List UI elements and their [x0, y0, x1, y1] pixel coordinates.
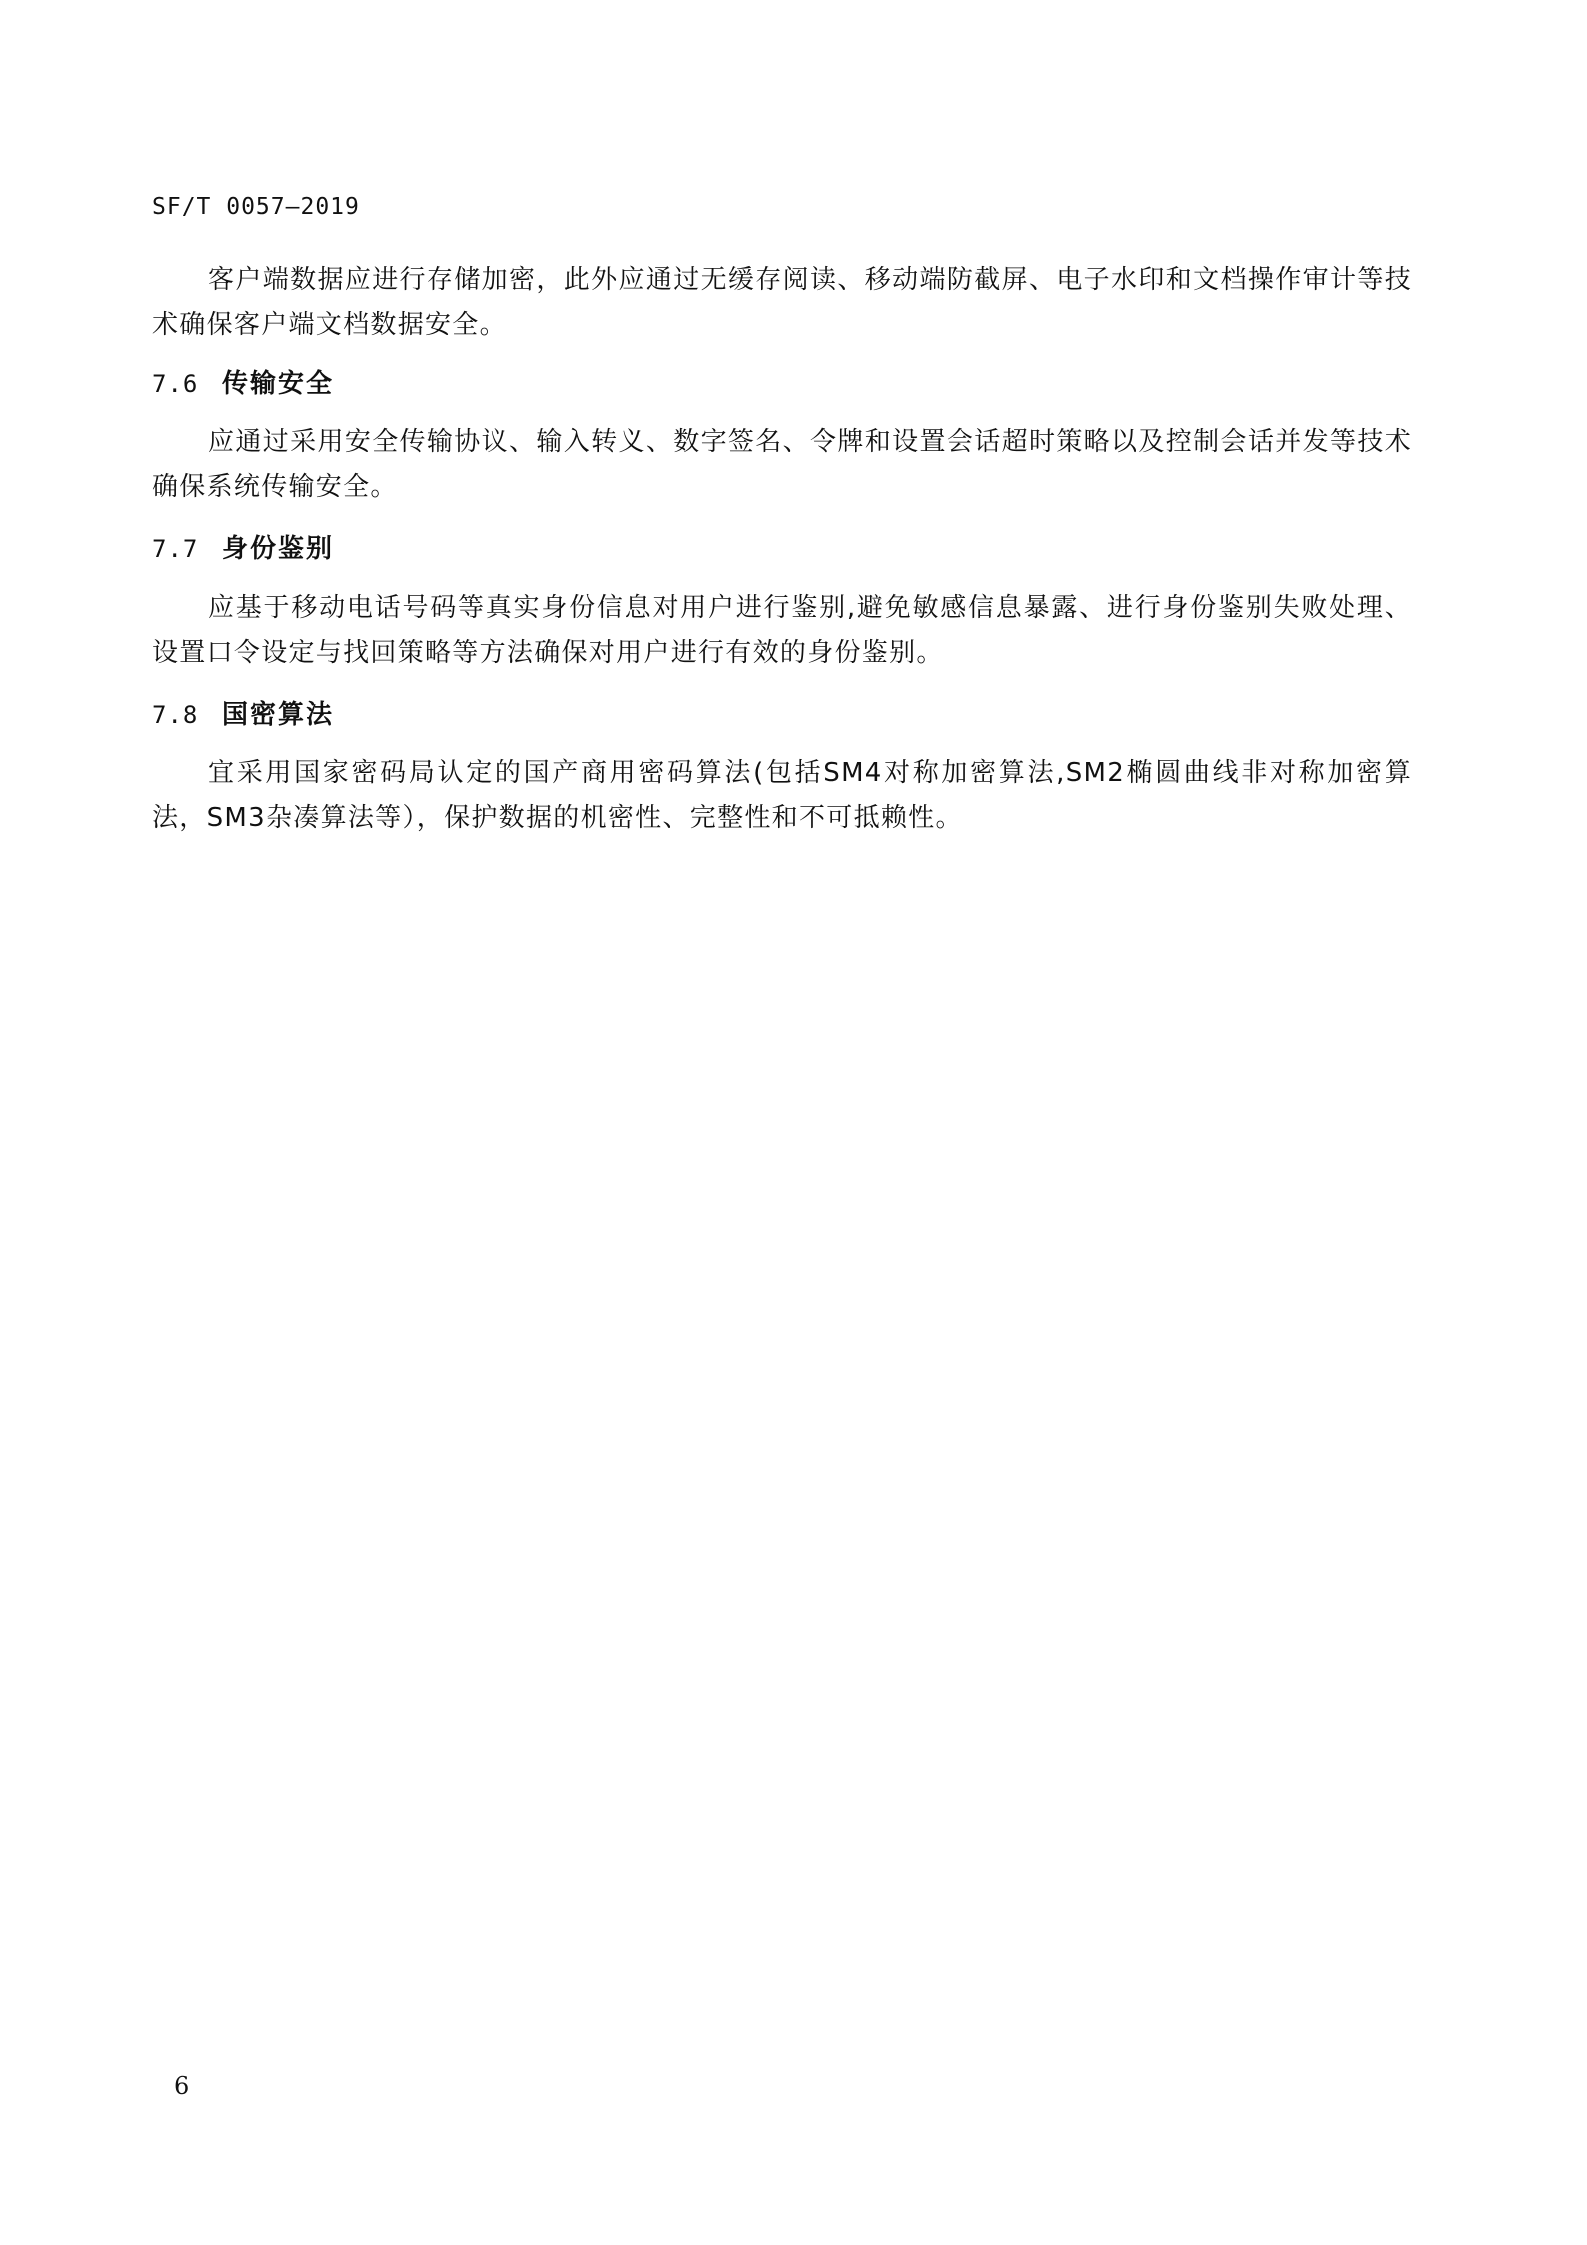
section-heading-7-8	[152, 695, 334, 735]
transport-security-paragraph: 应通过采用安全传输协议、输入转义、数字签名、令牌和设置会话超时策略以及控制会话并发等技术确保系统传输安全。	[152, 427, 1412, 502]
section-title: 国密算法	[222, 700, 335, 730]
section-number: 7.7	[152, 535, 199, 563]
section-heading-7-7	[152, 529, 334, 569]
section-number: 7.6	[152, 370, 199, 398]
page-number: 6	[174, 2072, 190, 2100]
section-heading-7-6	[152, 364, 334, 404]
section-title: 身份鉴别	[222, 534, 335, 564]
document-code-header: SF/T 0057—2019	[152, 194, 360, 220]
section-title: 传输安全	[222, 369, 335, 399]
identity-authentication-paragraph: 应基于移动电话号码等真实身份信息对用户进行鉴别,避免敏感信息暴露、进行身份鉴别失败处理、设置口令设定与找回策略等方法确保对用户进行有效的身份鉴别。	[152, 593, 1412, 668]
client-storage-paragraph: 客户端数据应进行存储加密，此外应通过无缓存阅读、移动端防截屏、电子水印和文档操作审计等技术确保客户端文档数据安全。	[152, 265, 1412, 340]
section-number: 7.8	[152, 701, 199, 729]
national-crypto-paragraph: 宜采用国家密码局认定的国产商用密码算法(包括SM4对称加密算法,SM2椭圆曲线非对称加密算法，SM3杂凑算法等），保护数据的机密性、完整性和不可抵赖性。	[152, 758, 1412, 833]
